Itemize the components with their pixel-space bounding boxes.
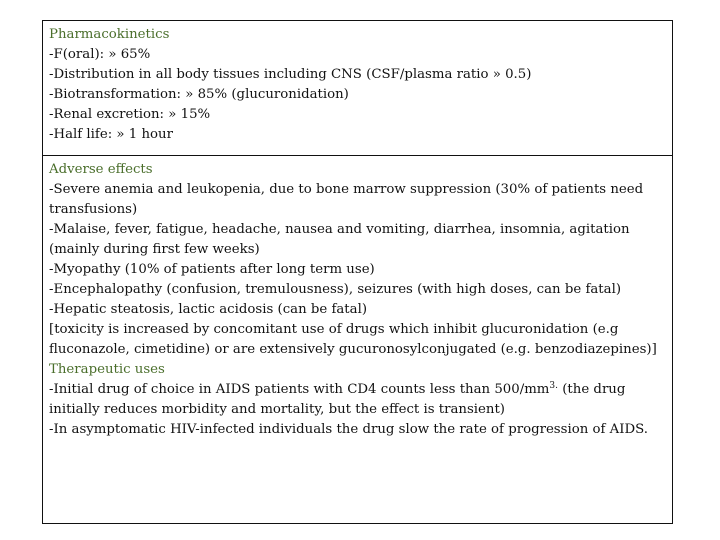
content-box [42,20,673,524]
pk-line-renal: -Renal excretion: » 15% [49,107,211,122]
tu-line-initial-drug [49,380,666,420]
ae-line-anemia: -Severe anemia and leukopenia, due to bone marrow suppression (30% of patients need transfusions) [49,182,644,217]
tu-line-initial-drug-start: -Initial drug of choice in AIDS patients with CD4 counts less than 500/mm [49,382,550,397]
tu-line-initial-drug-end: (the drug initially reduces morbidity and mortality, but the effect is transient) [49,382,626,417]
pharmacokinetics-section [43,21,672,156]
ae-line-toxicity-note: [toxicity is increased by concomitant use of drugs which inhibit glucuronidation (e.g fluconazole, cimetidine) or are extensively gucuronosylconjugated (e.g. benzodiazepines)] [49,322,657,357]
pk-line-biotransformation: -Biotransformation: » 85% (glucuronidation) [49,87,349,102]
pharmacokinetics-heading: Pharmacokinetics [49,27,170,42]
adverse-effects-heading: Adverse effects [49,162,153,177]
therapeutic-uses-heading: Therapeutic uses [49,362,165,377]
ae-line-malaise: -Malaise, fever, fatigue, headache, nausea and vomiting, diarrhea, insomnia, agitation (mainly during first few weeks) [49,222,630,257]
pk-line-oral: -F(oral): » 65% [49,47,151,62]
tu-line-asymptomatic: -In asymptomatic HIV-infected individuals the drug slow the rate of progression of AIDS. [49,422,649,437]
adverse-therapeutic-section [43,156,672,440]
ae-line-encephalopathy: -Encephalopathy (confusion, tremulousness), seizures (with high doses, can be fatal) [49,282,622,297]
pk-line-distribution: -Distribution in all body tissues including CNS (CSF/plasma ratio » 0.5) [49,67,532,82]
ae-line-hepatic: -Hepatic steatosis, lactic acidosis (can be fatal) [49,302,368,317]
tu-superscript: 3. [549,381,559,391]
pk-line-half-life: -Half life: » 1 hour [49,127,173,142]
ae-line-myopathy: -Myopathy (10% of patients after long term use) [49,262,375,277]
